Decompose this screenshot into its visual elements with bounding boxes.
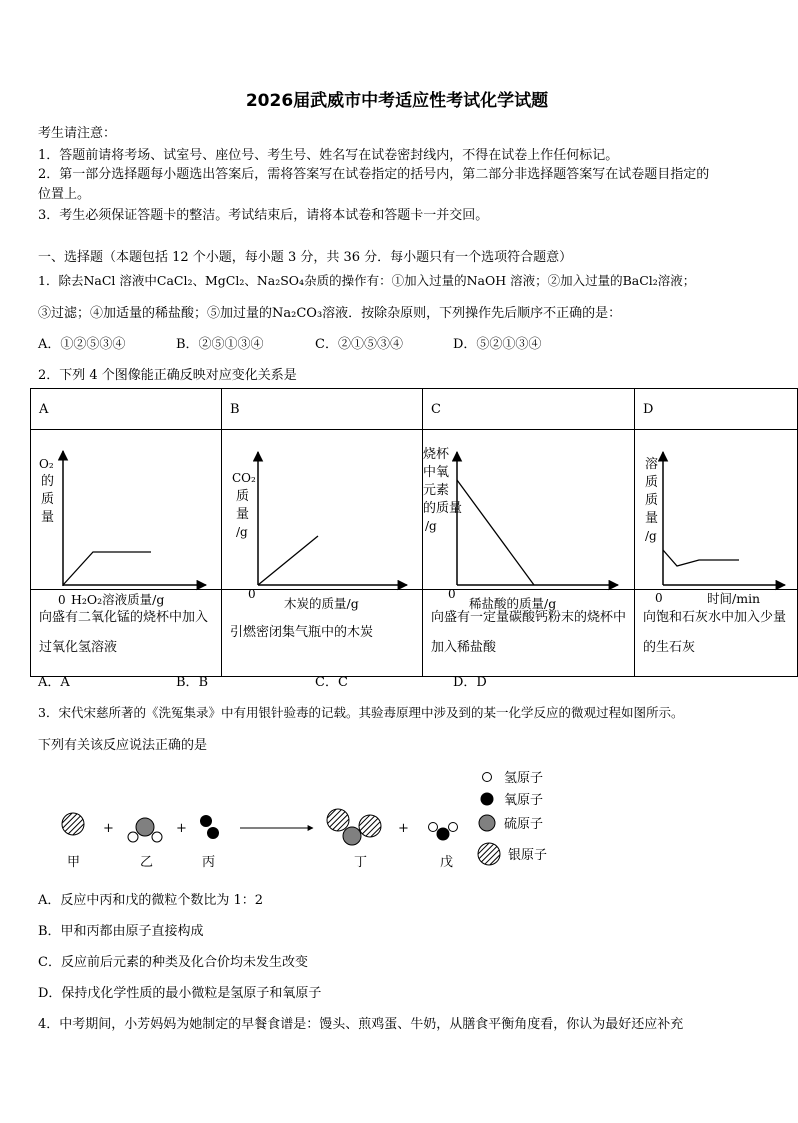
q2-stem: 2．下列 4 个图像能正确反映对应变化关系是 [38, 368, 297, 383]
oxygen-atom-icon [437, 828, 450, 841]
graph-a [31, 430, 221, 607]
page-title: 2026届武威市中考适应性考试化学试题 [245, 91, 549, 111]
silver-atom-icon [62, 813, 84, 835]
graph-c-origin: 0 [448, 587, 456, 601]
q2-option-c: C．C [315, 675, 348, 690]
legend-silver-icon [478, 843, 500, 865]
graph-d-ylabel-5: /g [645, 529, 657, 543]
q3-line1: 3．宋代宋慈所著的《洗冤集录》中有用银针验毒的记载。其验毒原理中涉及到的某一化学反应的微观过程如图所示。 [38, 705, 684, 720]
q2-option-a: A．A [38, 675, 70, 690]
graph-a-ylabel-3: 质 [41, 492, 55, 507]
legend-oxygen-label: 氧原子 [504, 793, 544, 808]
legend-hydrogen-label: 氢原子 [504, 771, 544, 786]
graph-a-origin: 0 [58, 593, 66, 607]
hydrogen-atom-icon [152, 832, 162, 842]
q1-option-c: C．②①⑤③④ [315, 337, 403, 352]
legend-silver-label: 银原子 [508, 848, 548, 863]
q2-desc-c: 向盛有一定量碳酸钙粉末的烧杯中加入稀盐酸 [423, 590, 635, 677]
legend-sulfur-label: 硫原子 [504, 817, 544, 832]
oxygen-atom-icon [200, 815, 212, 827]
q3-option-d: D．保持戊化学性质的最小微粒是氢原子和氧原子 [38, 986, 322, 1001]
graph-b-ylabel-4: /g [236, 525, 248, 539]
q1-option-d: D．⑤②①③④ [453, 337, 542, 352]
graph-b-ylabel-3: 量 [236, 507, 250, 522]
notice-item-2: 2．第一部分选择题每小题选出答案后，需将答案写在试卷指定的括号内，第二部分非选择题答案写在试卷题目指定的 [38, 167, 710, 182]
graph-c-ylabel-5: /g [425, 519, 437, 533]
graph-b-xlabel: 木炭的质量/g [284, 596, 359, 611]
q2-option-d: D．D [453, 675, 487, 690]
graph-a-curve [63, 552, 151, 585]
oxygen-atom-icon [207, 827, 219, 839]
graph-d [635, 430, 797, 606]
graph-c [423, 430, 634, 611]
legend-oxygen-icon [481, 793, 494, 806]
q2-option-b: B．B [176, 675, 209, 690]
graph-a-ylabel-4: 量 [41, 510, 55, 525]
graph-b-curve [258, 536, 318, 585]
q2-header-a: A [31, 389, 222, 430]
q1-line1: 1．除去NaCl 溶液中CaCl₂、MgCl₂、Na₂SO₄杂质的操作有：①加入过量的NaOH 溶液；②加入过量的BaCl₂溶液； [38, 273, 696, 288]
notice-heading: 考生请注意： [38, 126, 117, 141]
q3-option-a: A．反应中丙和戊的微粒个数比为 1：2 [38, 893, 264, 908]
species-label-ding: 丁 [354, 855, 368, 870]
hydrogen-atom-icon [429, 823, 438, 832]
q2-graph-cell-b [222, 430, 423, 611]
notice-item-2-cont: 位置上。 [38, 187, 91, 202]
graph-b [222, 430, 422, 611]
species-label-yi: 乙 [140, 855, 154, 870]
graph-c-ylabel-1: 烧杯 [423, 447, 450, 462]
q3-line2: 下列有关该反应说法正确的是 [38, 738, 208, 753]
graph-a-ylabel-2: 的 [41, 474, 55, 489]
q2-graph-cell-c [423, 430, 635, 611]
species-label-bing: 丙 [202, 855, 216, 870]
hydrogen-atom-icon [128, 832, 138, 842]
plus-sign: + [176, 821, 187, 836]
q3-option-c: C．反应前后元素的种类及化合价均未发生改变 [38, 955, 308, 970]
legend-sulfur-icon [479, 815, 495, 831]
q2-header-b: B [222, 389, 423, 430]
graph-d-origin: 0 [655, 591, 663, 605]
species-label-jia: 甲 [67, 855, 81, 870]
plus-sign: + [398, 821, 409, 836]
graph-b-ylabel-1: CO₂ [232, 471, 256, 485]
species-label-wu: 戊 [440, 855, 454, 870]
q3-reaction-diagram [0, 760, 794, 880]
q4-line1: 4．中考期间，小芳妈妈为她制定的早餐食谱是：馒头、煎鸡蛋、牛奶，从膳食平衡角度看，你认为最好还应补充 [38, 1017, 684, 1032]
graph-c-curve [457, 480, 534, 585]
hydrogen-atom-icon [449, 823, 458, 832]
q2-graph-cell-a [31, 430, 222, 607]
q2-graph-cell-d [635, 430, 798, 606]
q1-line2: ③过滤；④加适量的稀盐酸；⑤加过量的Na₂CO₃溶液．按除杂原则，下列操作先后顺序不正确的是： [38, 306, 622, 321]
graph-b-ylabel-2: 质 [236, 489, 250, 504]
sulfur-atom-icon [136, 818, 154, 836]
q2-header-c: C [423, 389, 635, 430]
graph-d-ylabel-1: 溶 [645, 457, 659, 472]
graph-d-ylabel-2: 质 [645, 475, 659, 490]
graph-d-ylabel-4: 量 [645, 511, 659, 526]
silver-atom-icon [359, 815, 381, 837]
sulfur-atom-icon [343, 827, 361, 845]
graph-d-ylabel-3: 质 [645, 493, 659, 508]
q2-desc-a: 向盛有二氧化锰的烧杯中加入过氧化氢溶液 [31, 590, 222, 677]
q3-option-b: B．甲和丙都由原子直接构成 [38, 924, 204, 939]
q1-option-b: B．②⑤①③④ [176, 337, 264, 352]
section-heading: 一、选择题（本题包括 12 个小题，每小题 3 分，共 36 分．每小题只有一个选项符合题意） [38, 250, 573, 265]
q2-graph-table [30, 388, 798, 677]
graph-c-ylabel-4: 的质量 [423, 501, 463, 516]
notice-item-3: 3．考生必须保证答题卡的整洁。考试结束后，请将本试卷和答题卡一并交回。 [38, 208, 489, 223]
graph-c-ylabel-2: 中氧 [423, 465, 450, 480]
graph-d-xlabel: 时间/min [707, 591, 761, 606]
graph-c-xlabel: 稀盐酸的质量/g [469, 596, 557, 611]
notice-item-1: 1．答题前请将考场、试室号、座位号、考生号、姓名写在试卷密封线内，不得在试卷上作任何标记。 [38, 148, 619, 163]
q2-header-d: D [635, 389, 798, 430]
graph-c-ylabel-3: 元素 [423, 483, 450, 498]
q1-option-a: A．①②⑤③④ [38, 337, 126, 352]
plus-sign: + [103, 821, 114, 836]
silver-atom-icon [327, 809, 349, 831]
graph-b-origin: 0 [248, 587, 256, 601]
graph-a-xlabel: H₂O₂溶液质量/g [71, 592, 165, 607]
q2-desc-b: 引燃密闭集气瓶中的木炭 [222, 590, 423, 677]
graph-d-curve [663, 550, 739, 566]
legend-hydrogen-icon [483, 773, 492, 782]
q2-desc-d: 向饱和石灰水中加入少量的生石灰 [635, 590, 798, 677]
graph-a-ylabel-1: O₂ [39, 457, 54, 471]
